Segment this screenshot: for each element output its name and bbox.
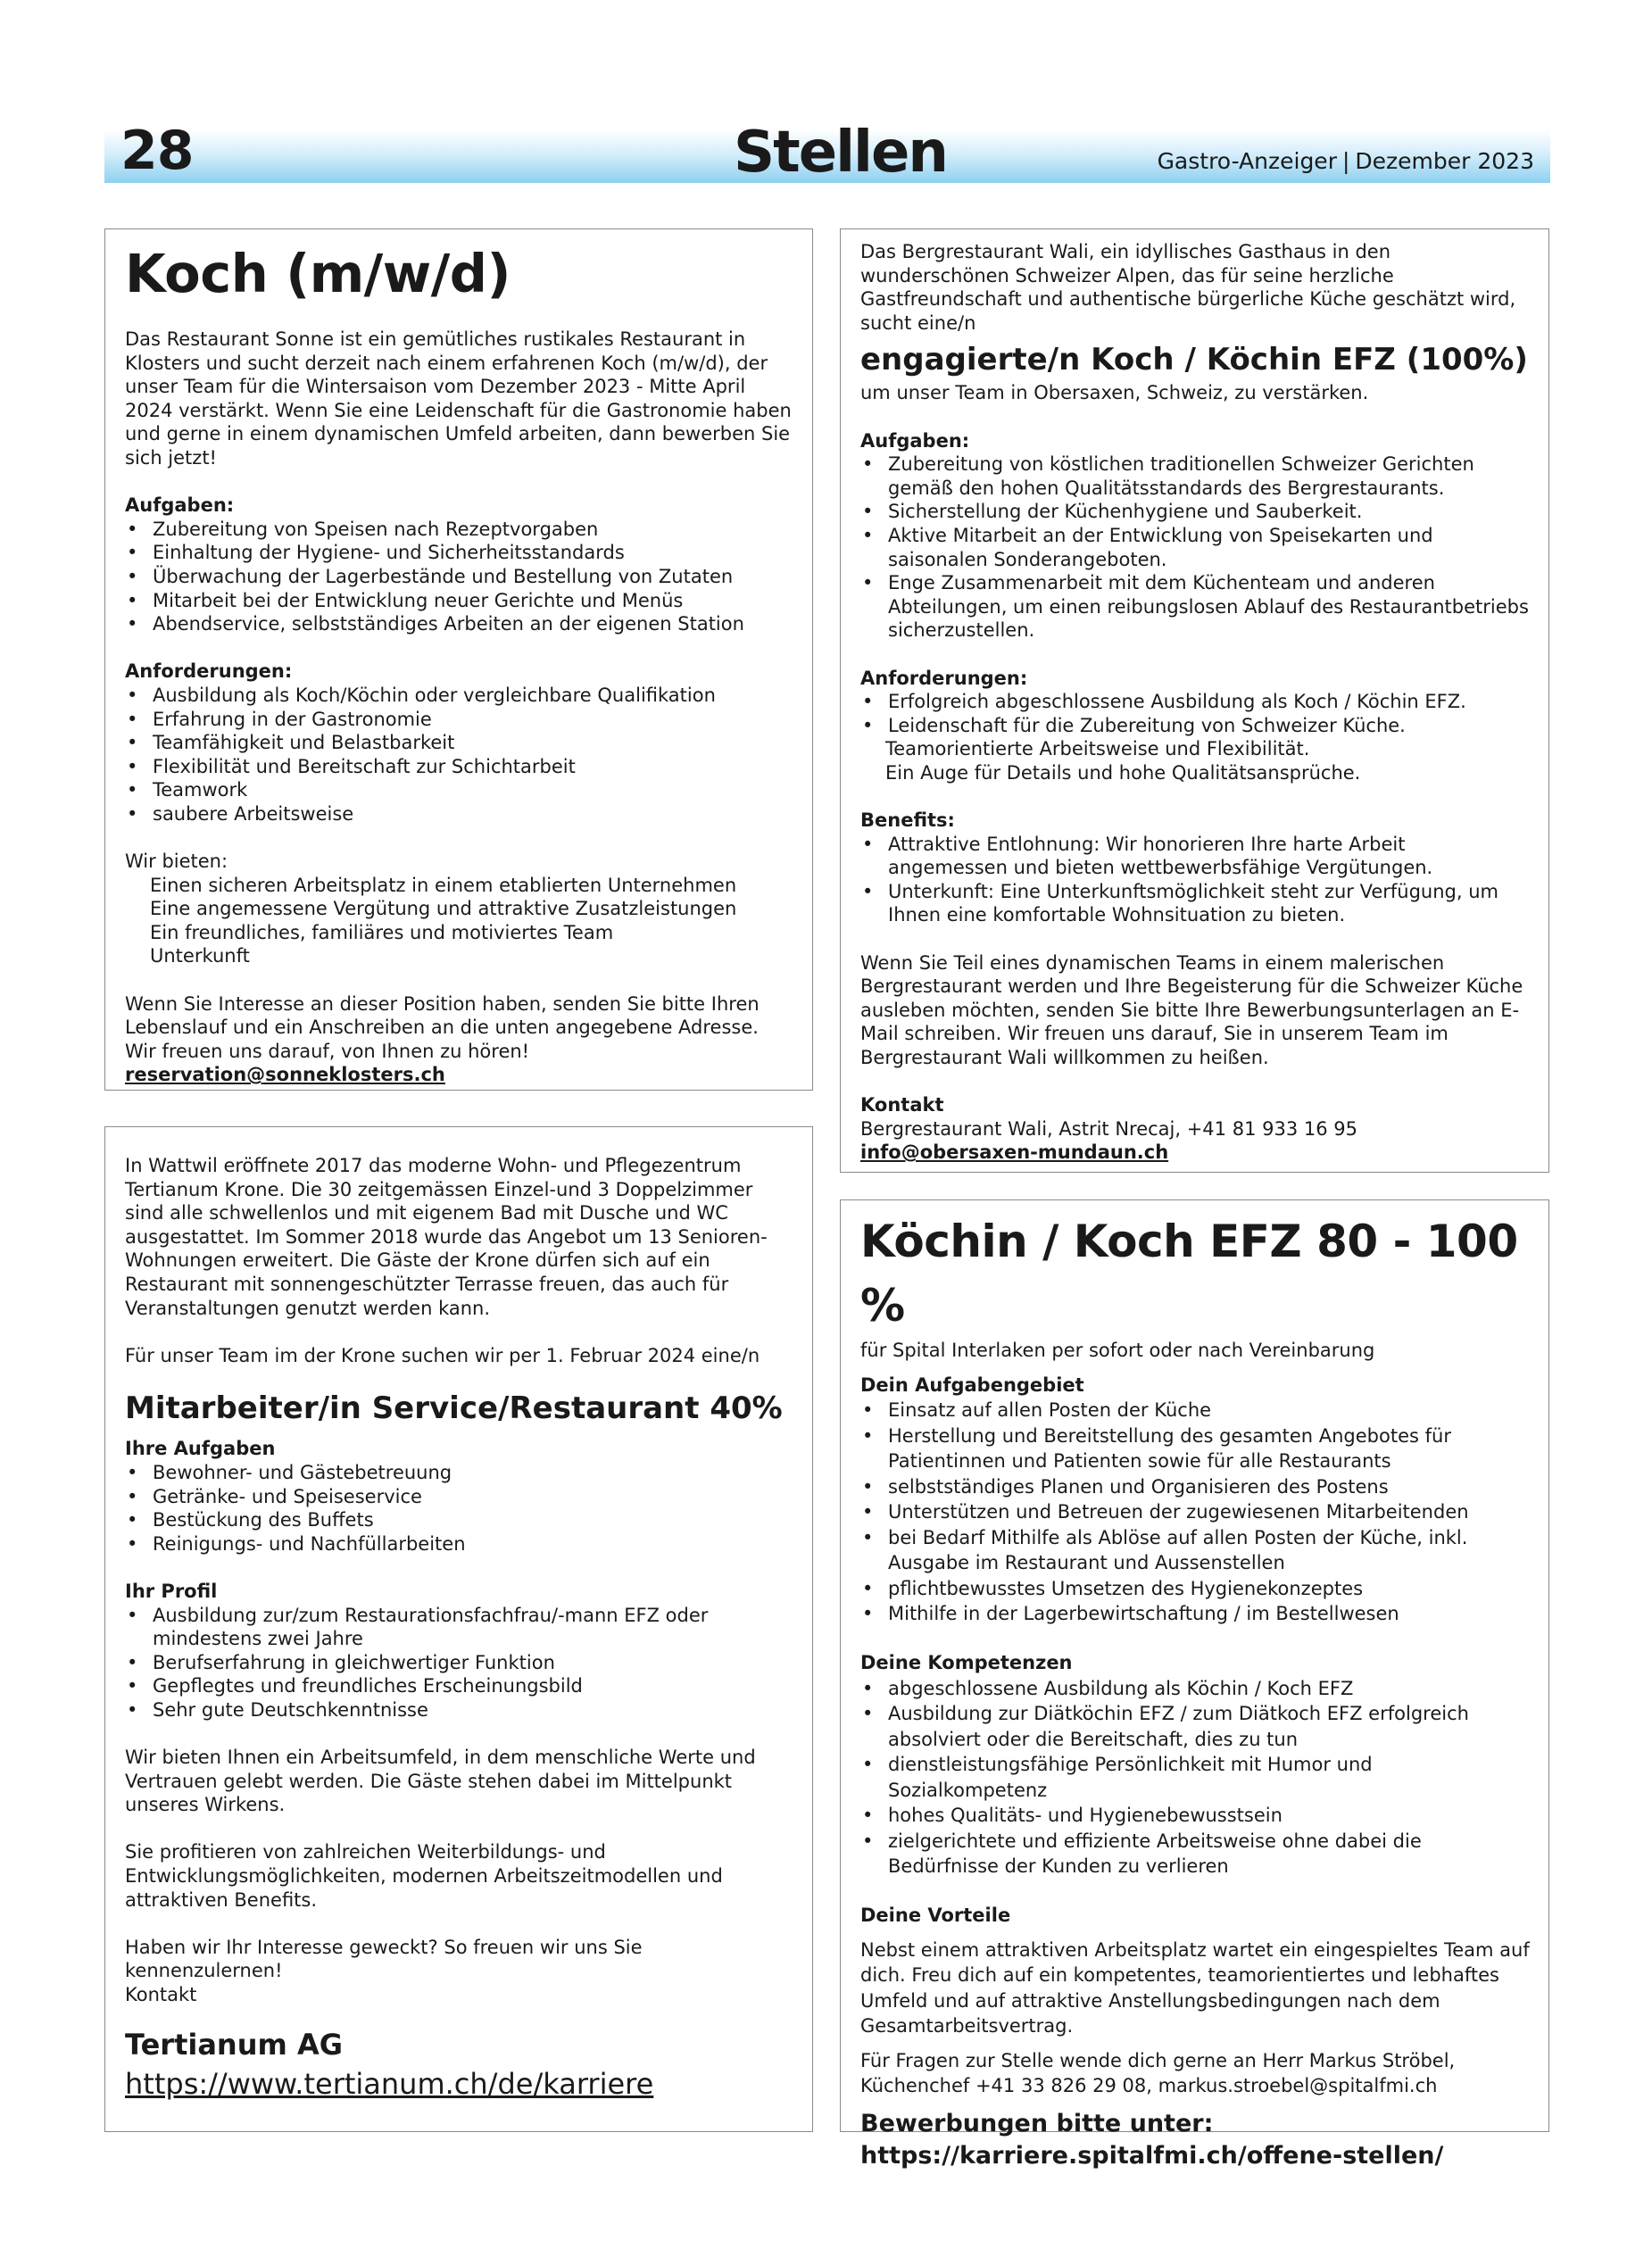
ad-search: Für unser Team im der Krone suchen wir per 1. Februar 2024 eine/n bbox=[125, 1344, 760, 1366]
list-item: • Gepflegtes und freundliches Erscheinungsbild bbox=[125, 1674, 794, 1698]
list-item: • pflichtbewusstes Umsetzen des Hygienekonzeptes bbox=[860, 1576, 1531, 1602]
skills-label: Deine Kompetenzen bbox=[860, 1652, 1073, 1674]
tasks-list bbox=[860, 1398, 1531, 1627]
ad-sonne bbox=[104, 228, 813, 1091]
ad-intro: In Wattwil eröffnete 2017 das moderne Wohn- und Pflegezentrum Tertianum Krone. Die 30 zeitgemässen Einzel-und 3 Doppelzimmer sind alle schwellenlos und mit eigenem Bad mit Dusche und WC ausgestattet. Im Sommer 2018 wurde das Angebot um 13 Senioren-Wohnungen erweitert. Die Gäste der Krone dürfen sich auf ein Restaurant mit sonnengeschützter Terrasse freuen, das auch für Veranstaltungen genutzt werden kann. bbox=[125, 1155, 768, 1319]
list-item: • Leidenschaft für die Zubereitung von Schweizer Küche. bbox=[860, 714, 1531, 738]
list-item: • Teamwork bbox=[125, 778, 794, 802]
ad-closing: Haben wir Ihr Interesse geweckt? So freuen wir uns Sie kennenzulernen! bbox=[125, 1936, 643, 1982]
ad-intro: Das Restaurant Sonne ist ein gemütliches rustikales Restaurant in Klosters und sucht derzeit nach einem erfahrenen Koch (m/w/d), der unser Team für die Wintersaison vom Dezember 2023 - Mitte April 2024 verstärkt. Wenn Sie eine Leidenschaft für die Gastronomie haben und gerne in einem dynamischen Umfeld arbeiten, dann bewerben Sie sich jetzt! bbox=[125, 328, 792, 469]
tasks-label: Ihre Aufgaben bbox=[125, 1438, 276, 1460]
offer-item: Unterkunft bbox=[150, 945, 250, 967]
company-name: Tertianum AG bbox=[125, 2027, 343, 2062]
offer-item: Eine angemessene Vergütung und attraktive Zusatzleistungen bbox=[150, 898, 737, 920]
list-item: • Abendservice, selbstständiges Arbeiten an der eigenen Station bbox=[125, 612, 794, 636]
list-item: • abgeschlossene Ausbildung als Köchin / Koch EFZ bbox=[860, 1676, 1531, 1702]
list-item: • Teamfähigkeit und Belastbarkeit bbox=[125, 731, 794, 755]
list-item: • Erfolgreich abgeschlossene Ausbildung als Koch / Köchin EFZ. bbox=[860, 690, 1531, 714]
career-link[interactable]: https://www.tertianum.ch/de/karriere bbox=[125, 2066, 654, 2101]
skills-list bbox=[860, 1676, 1531, 1880]
offer-label: Wir bieten: bbox=[125, 851, 228, 873]
list-item: • selbstständiges Planen und Organisieren des Postens bbox=[860, 1474, 1531, 1500]
list-item: • Getränke- und Speiseservice bbox=[125, 1485, 794, 1509]
list-item: • Berufserfahrung in gleichwertiger Funktion bbox=[125, 1651, 794, 1675]
requirements-list bbox=[125, 684, 794, 826]
ad-closing: Wenn Sie Teil eines dynamischen Teams in einem malerischen Bergrestaurant werden und Ihre Begeisterung für die Schweizer Küche ausleben möchten, senden Sie bitte Ihre Bewerbungsunterlagen an E-Mail schreiben. Wir freuen uns darauf, Sie in unserem Team im Bergrestaurant Wali willkommen zu heißen. bbox=[860, 951, 1523, 1068]
list-item: • Überwachung der Lagerbestände und Bestellung von Zutaten bbox=[125, 565, 794, 589]
ad-subtitle: um unser Team in Obersaxen, Schweiz, zu verstärken. bbox=[860, 382, 1369, 404]
list-item: • Mitarbeit bei der Entwicklung neuer Gerichte und Menüs bbox=[125, 589, 794, 613]
list-item: • Flexibilität und Bereitschaft zur Schichtarbeit bbox=[125, 755, 794, 779]
list-item: • Reinigungs- und Nachfüllarbeiten bbox=[125, 1532, 794, 1556]
requirements-label: Anforderungen: bbox=[860, 667, 1028, 689]
list-item: • Ausbildung als Koch/Köchin oder vergleichbare Qualifikation bbox=[125, 684, 794, 708]
list-item: • Bestückung des Buffets bbox=[125, 1508, 794, 1532]
list-item: • zielgerichtete und effiziente Arbeitsweise ohne dabei die Bedürfnisse der Kunden zu verlieren bbox=[860, 1829, 1531, 1880]
ad-wali bbox=[840, 228, 1549, 1173]
publication-info bbox=[1158, 148, 1534, 174]
list-item: • Sehr gute Deutschkenntnisse bbox=[125, 1698, 794, 1722]
list-item: • Einhaltung der Hygiene- und Sicherheitsstandards bbox=[125, 541, 794, 565]
contact-info: Bergrestaurant Wali, Astrit Nrecaj, +41 81 933 16 95 bbox=[860, 1117, 1357, 1140]
benefits-list bbox=[860, 833, 1531, 927]
list-item: • Unterkunft: Eine Unterkunftsmöglichkeit steht zur Verfügung, um Ihnen eine komfortable Wohnsituation zu bieten. bbox=[860, 880, 1531, 927]
offer-item: Einen sicheren Arbeitsplatz in einem etablierten Unternehmen bbox=[150, 874, 737, 896]
list-item: • Herstellung und Bereitstellung des gesamten Angebotes für Patientinnen und Patienten sowie für alle Restaurants bbox=[860, 1423, 1531, 1474]
requirements-extra: Teamorientierte Arbeitsweise und Flexibilität. bbox=[885, 738, 1310, 760]
ad-questions: Für Fragen zur Stelle wende dich gerne an Herr Markus Ströbel, Küchenchef +41 33 826 29 08, markus.stroebel@spitalfmi.ch bbox=[860, 2049, 1456, 2097]
requirements-extra: Ein Auge für Details und hohe Qualitätsansprüche. bbox=[885, 761, 1361, 784]
list-item: • Erfahrung in der Gastronomie bbox=[125, 708, 794, 732]
publication-name: Gastro-Anzeiger bbox=[1157, 148, 1337, 174]
tasks-list bbox=[125, 518, 794, 636]
list-item: • Aktive Mitarbeit an der Entwicklung von Speisekarten und saisonalen Sonderangeboten. bbox=[860, 524, 1531, 571]
tasks-label: Aufgaben: bbox=[125, 494, 235, 517]
email-link[interactable]: reservation@sonneklosters.ch bbox=[125, 1064, 445, 1086]
apply-label: Bewerbungen bitte unter: bbox=[860, 2109, 1214, 2137]
requirements-label: Anforderungen: bbox=[125, 660, 293, 683]
ad-subtitle: für Spital Interlaken per sofort oder nach Vereinbarung bbox=[860, 1340, 1375, 1361]
ad-title: Koch (m/w/d) bbox=[125, 243, 511, 304]
ad-title: Mitarbeiter/in Service/Restaurant 40% bbox=[125, 1390, 783, 1427]
list-item: • Zubereitung von Speisen nach Rezeptvorgaben bbox=[125, 518, 794, 542]
ad-tertianum bbox=[104, 1126, 813, 2132]
contact-label: Kontakt bbox=[860, 1094, 944, 1116]
list-item: • dienstleistungsfähige Persönlichkeit mit Humor und Sozialkompetenz bbox=[860, 1752, 1531, 1803]
tasks-label: Dein Aufgabengebiet bbox=[860, 1373, 1084, 1396]
contact-label: Kontakt bbox=[125, 1984, 197, 2005]
section-title: Stellen bbox=[734, 120, 947, 186]
offer-item: Ein freundliches, familiäres und motiviertes Team bbox=[150, 921, 614, 943]
list-item: • saubere Arbeitsweise bbox=[125, 802, 794, 826]
list-item: • Mithilfe in der Lagerbewirtschaftung / im Bestellwesen bbox=[860, 1601, 1531, 1627]
ad-title: engagierte/n Koch / Köchin EFZ (100%) bbox=[860, 342, 1528, 378]
list-item: • Ausbildung zur/zum Restaurationsfachfrau/-mann EFZ oder mindestens zwei Jahre bbox=[125, 1604, 794, 1651]
list-item: • hohes Qualitäts- und Hygienebewusstsein bbox=[860, 1803, 1531, 1829]
ad-advantages: Nebst einem attraktiven Arbeitsplatz wartet ein eingespieltes Team auf dich. Freu dich auf ein kompetentes, teamorientiertes und lebhaftes Umfeld und auf attraktive Anstellungsbedingungen nach dem Gesamtarbeitsvertrag. bbox=[860, 1938, 1530, 2037]
list-item: • Unterstützen und Betreuen der zugewiesenen Mitarbeitenden bbox=[860, 1499, 1531, 1525]
list-item: • Einsatz auf allen Posten der Küche bbox=[860, 1398, 1531, 1423]
tasks-label: Aufgaben: bbox=[860, 429, 970, 452]
list-item: • Sicherstellung der Küchenhygiene und Sauberkeit. bbox=[860, 500, 1531, 524]
ad-spital bbox=[840, 1199, 1549, 2170]
header-separator: | bbox=[1341, 148, 1350, 174]
profile-label: Ihr Profil bbox=[125, 1580, 218, 1602]
advantages-label: Deine Vorteile bbox=[860, 1905, 1011, 1927]
email-link[interactable]: info@obersaxen-mundaun.ch bbox=[860, 1141, 1169, 1164]
list-item: • Attraktive Entlohnung: Wir honorieren Ihre harte Arbeit angemessen und bieten wettbewerbsfähige Vergütungen. bbox=[860, 833, 1531, 880]
tasks-list bbox=[125, 1461, 794, 1556]
list-item: • bei Bedarf Mithilfe als Ablöse auf allen Posten der Küche, inkl. Ausgabe im Restaurant und Aussenstellen bbox=[860, 1525, 1531, 1576]
list-item: • Ausbildung zur Diätköchin EFZ / zum Diätkoch EFZ erfolgreich absolviert oder die Bereitschaft, dies zu tun bbox=[860, 1701, 1531, 1752]
ad-benefits: Sie profitieren von zahlreichen Weiterbildungs- und Entwicklungsmöglichkeiten, modernen Arbeitszeitmodellen und attraktiven Benefits. bbox=[125, 1841, 723, 1911]
benefits-label: Benefits: bbox=[860, 809, 955, 832]
ad-closing: Wenn Sie Interesse an dieser Position haben, senden Sie bitte Ihren Lebenslauf und ein Anschreiben an die unten angegebene Adresse. Wir freuen uns darauf, von Ihnen zu hören! bbox=[125, 992, 760, 1062]
list-item: • Enge Zusammenarbeit mit dem Küchenteam und anderen Abteilungen, um einen reibungslosen Ablauf des Restaurantbetriebs sicherzustellen. bbox=[860, 571, 1531, 643]
tasks-list bbox=[860, 452, 1531, 643]
ad-intro: Das Bergrestaurant Wali, ein idyllisches Gasthaus in den wunderschönen Schweizer Alpen, das für seine herzliche Gastfreundschaft und authentische bürgerliche Küche geschätzt wird, sucht eine/n bbox=[860, 241, 1516, 334]
issue-date: Dezember 2023 bbox=[1355, 148, 1534, 174]
ad-title: Köchin / Koch EFZ 80 - 100 % bbox=[860, 1216, 1518, 1332]
profile-list bbox=[125, 1604, 794, 1722]
requirements-list bbox=[860, 690, 1531, 737]
list-item: • Zubereitung von köstlichen traditionellen Schweizer Gerichten gemäß den hohen Qualitätsstandards des Bergrestaurants. bbox=[860, 452, 1531, 500]
ad-offer: Wir bieten Ihnen ein Arbeitsumfeld, in dem menschliche Werte und Vertrauen gelebt werden. Die Gäste stehen dabei im Mittelpunkt unseres Wirkens. bbox=[125, 1747, 756, 1816]
page-number: 28 bbox=[120, 120, 194, 182]
list-item: • Bewohner- und Gästebetreuung bbox=[125, 1461, 794, 1485]
apply-link[interactable]: https://karriere.spitalfmi.ch/offene-stellen/ bbox=[860, 2141, 1444, 2170]
